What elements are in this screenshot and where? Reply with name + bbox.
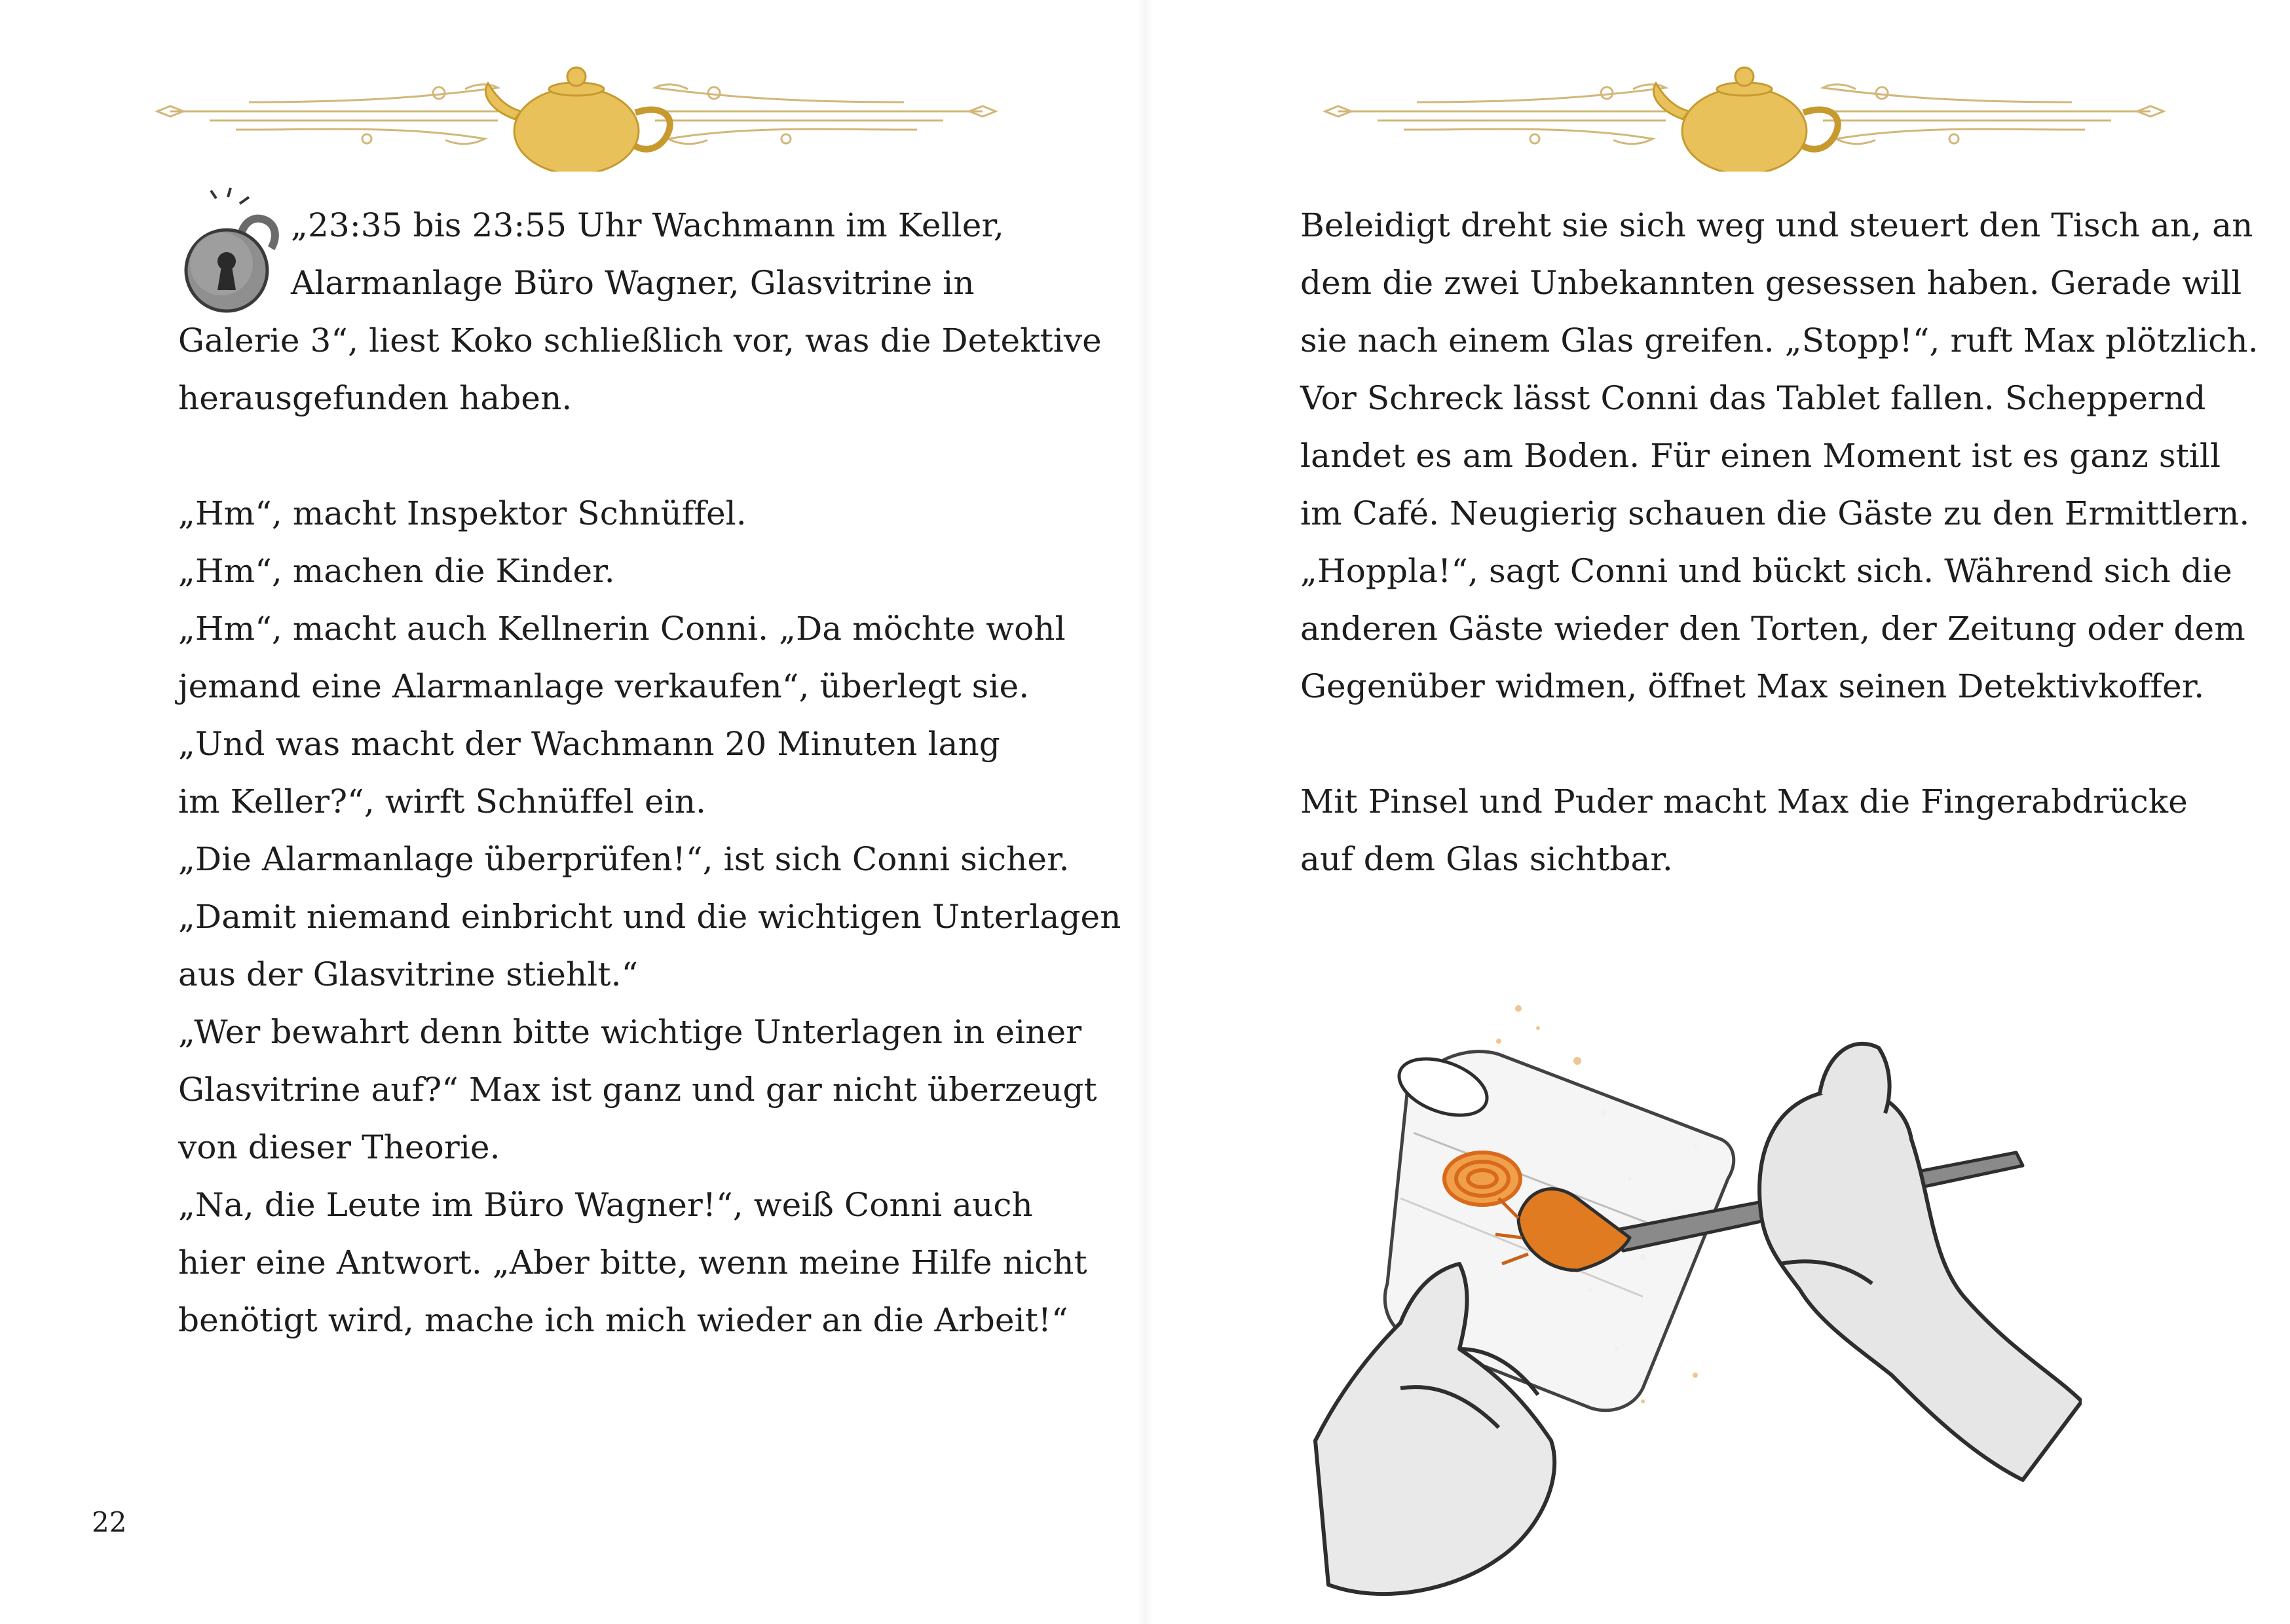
teapot-ornament-icon (1299, 47, 2190, 172)
text-line: im Café. Neugierig schauen die Gäste zu den Ermittlern. (1300, 494, 2250, 532)
page-number: 22 (92, 1506, 127, 1538)
text-line: „Und was macht der Wachmann 20 Minuten lang (178, 725, 1000, 763)
text-line: im Keller?“, wirft Schnüffel ein. (178, 783, 707, 821)
paragraph-break (178, 427, 1056, 485)
text-line: „Wer bewahrt denn bitte wichtige Unterlagen in einer (178, 1013, 1082, 1051)
text-line: „Na, die Leute im Büro Wagner!“, weiß Conni auch (178, 1186, 1033, 1224)
text-line: „Hm“, macht auch Kellnerin Conni. „Da möchte wohl (178, 610, 1066, 648)
text-line: „Hm“, machen die Kinder. (178, 552, 615, 590)
text-line: Galerie 3“, liest Koko schließlich vor, was die Detektive (178, 322, 1102, 360)
text-line: „Die Alarmanlage überprüfen!“, ist sich Conni sicher. (178, 840, 1070, 878)
left-page-text (178, 196, 1121, 1349)
text-line: dem die zwei Unbekannten gesessen haben. Gerade will (1300, 264, 2242, 302)
paragraph-break (1300, 715, 2178, 773)
text-line: sie nach einem Glas greifen. „Stopp!“, ruft Max plötzlich. (1300, 322, 2259, 360)
text-line: Beleidigt dreht sie sich weg und steuert den Tisch an, an (1300, 206, 2253, 244)
text-line: aus der Glasvitrine stiehlt.“ (178, 955, 639, 993)
text-line: Gegenüber widmen, öffnet Max seinen Detektivkoffer. (1300, 667, 2205, 705)
text-line: „Hm“, macht Inspektor Schnüffel. (178, 494, 747, 532)
text-line: jemand eine Alarmanlage verkaufen“, überlegt sie. (178, 667, 1030, 705)
text-line: „23:35 bis 23:55 Uhr Wachmann im Keller, (291, 206, 1004, 244)
right-page-text (1300, 196, 2259, 888)
text-line: Alarmanlage Büro Wagner, Glasvitrine in (291, 264, 975, 302)
text-line: herausgefunden haben. (178, 379, 572, 417)
text-line: landet es am Boden. Für einen Moment ist es ganz still (1300, 437, 2221, 475)
text-line: Vor Schreck lässt Conni das Tablet fallen. Scheppernd (1300, 379, 2206, 417)
text-line: hier eine Antwort. „Aber bitte, wenn meine Hilfe nicht (178, 1244, 1087, 1282)
teapot-ornament-icon (131, 47, 1022, 172)
text-line: Glasvitrine auf?“ Max ist ganz und gar nicht überzeugt (178, 1071, 1097, 1109)
text-line: anderen Gäste wieder den Torten, der Zeitung oder dem (1300, 610, 2245, 648)
text-line: „Hoppla!“, sagt Conni und bückt sich. Während sich die (1300, 552, 2232, 590)
text-line: „Damit niemand einbricht und die wichtigen Unterlagen (178, 898, 1121, 936)
text-line: Mit Pinsel und Puder macht Max die Fingerabdrücke (1300, 783, 2188, 821)
text-line: benötigt wird, mache ich mich wieder an die Arbeit!“ (178, 1301, 1068, 1339)
right-page (1145, 0, 2290, 1624)
text-line: von dieser Theorie. (178, 1128, 500, 1166)
text-line: auf dem Glas sichtbar. (1300, 840, 1673, 878)
fingerprint-dusting-illustration (1302, 982, 2082, 1604)
